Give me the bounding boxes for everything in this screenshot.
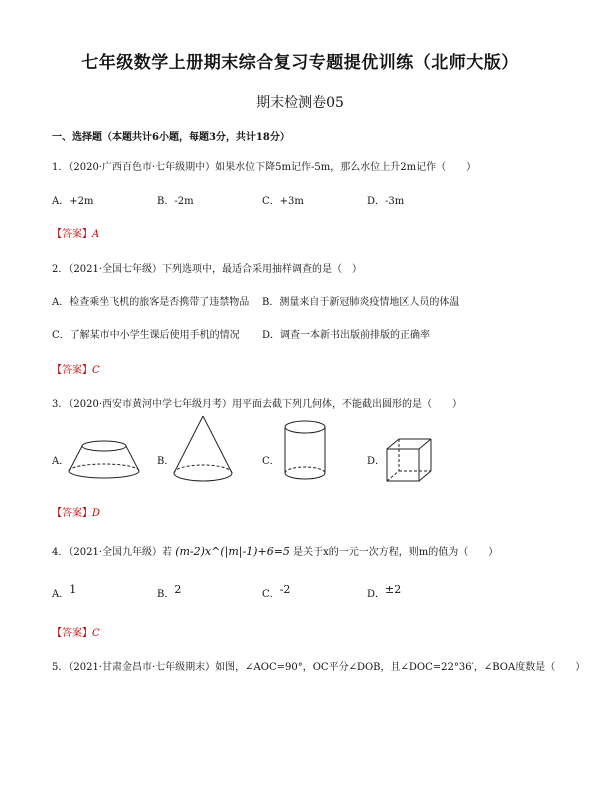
q1-answer xyxy=(52,225,99,240)
q1-option-c: C．+3m xyxy=(262,196,304,207)
q4-option-d xyxy=(367,585,401,600)
cube-icon xyxy=(383,436,435,486)
answer-label: 【答案】 xyxy=(52,365,92,376)
question-5-stem: 5．（2021·甘肃金昌市·七年级期末）如图，∠AOC=90°，OC平分∠DOB，且∠DOC=22°36′，∠BOA度数是（ ） xyxy=(52,662,586,673)
q4-option-b xyxy=(157,585,181,600)
option-letter: A． xyxy=(52,589,70,600)
frustum-icon xyxy=(64,436,144,486)
q3-option-a: A． xyxy=(52,456,70,467)
answer-value: C xyxy=(92,628,100,639)
q2-option-c: C．了解某市中小学生课后使用手机的情况 xyxy=(52,330,240,341)
q4-stem-suffix: 是关于x的一元一次方程，则m的值为（ ） xyxy=(293,547,499,558)
q4-answer xyxy=(52,624,100,639)
question-3-stem: 3．（2020·西安市黄河中学七年级月考）用平面去截下列几何体，不能截出圆形的是（ ） xyxy=(52,399,462,410)
option-value: 2 xyxy=(174,583,182,596)
q4-stem-prefix: 4．（2021·全国九年级）若 xyxy=(52,547,172,558)
option-letter: D． xyxy=(367,589,386,600)
option-letter: C． xyxy=(262,589,280,600)
document-subtitle: 期末检测卷05 xyxy=(256,95,344,111)
question-4-stem xyxy=(52,543,498,558)
cylinder-icon xyxy=(280,418,330,484)
question-2-stem: 2．（2021·全国七年级）下列选项中，最适合采用抽样调查的是（ ） xyxy=(52,264,362,275)
q4-option-a xyxy=(52,585,76,600)
answer-value: D xyxy=(92,508,101,519)
q3-option-c: C． xyxy=(262,456,280,467)
answer-label: 【答案】 xyxy=(52,229,92,240)
q1-option-d: D．-3m xyxy=(367,196,405,207)
q3-option-d: D． xyxy=(367,456,386,467)
answer-label: 【答案】 xyxy=(52,508,92,519)
answer-label: 【答案】 xyxy=(52,628,92,639)
q2-option-b: B．测量来自于新冠肺炎疫情地区人员的体温 xyxy=(262,297,460,308)
q2-answer xyxy=(52,361,100,376)
question-1-stem: 1．（2020·广西百色市·七年级期中）如果水位下降5m记作-5m，那么水位上升2m记作（ ） xyxy=(52,162,477,173)
option-value: 1 xyxy=(69,583,77,596)
q1-option-a: A．+2m xyxy=(52,196,94,207)
section-heading: 一、选择题（本题共计6小题，每题3分，共计18分） xyxy=(52,132,290,143)
q1-option-b: B．-2m xyxy=(157,196,194,207)
answer-value: C xyxy=(92,365,100,376)
option-value: ±2 xyxy=(385,583,402,596)
cone-icon xyxy=(170,413,236,485)
q2-option-d: D．调查一本新书出版前排版的正确率 xyxy=(262,330,431,341)
q2-option-a: A．检查乘坐飞机的旅客是否携带了违禁物品 xyxy=(52,297,250,308)
q3-answer xyxy=(52,504,100,519)
option-value: -2 xyxy=(279,583,291,596)
q4-option-c xyxy=(262,585,290,600)
q4-equation: (m-2)x^(|m|-1)+6=5 xyxy=(175,545,290,558)
q3-option-b: B． xyxy=(157,456,175,467)
document-title: 七年级数学上册期末综合复习专题提优训练（北师大版） xyxy=(81,53,519,73)
option-letter: B． xyxy=(157,589,175,600)
answer-value: A xyxy=(92,229,100,240)
